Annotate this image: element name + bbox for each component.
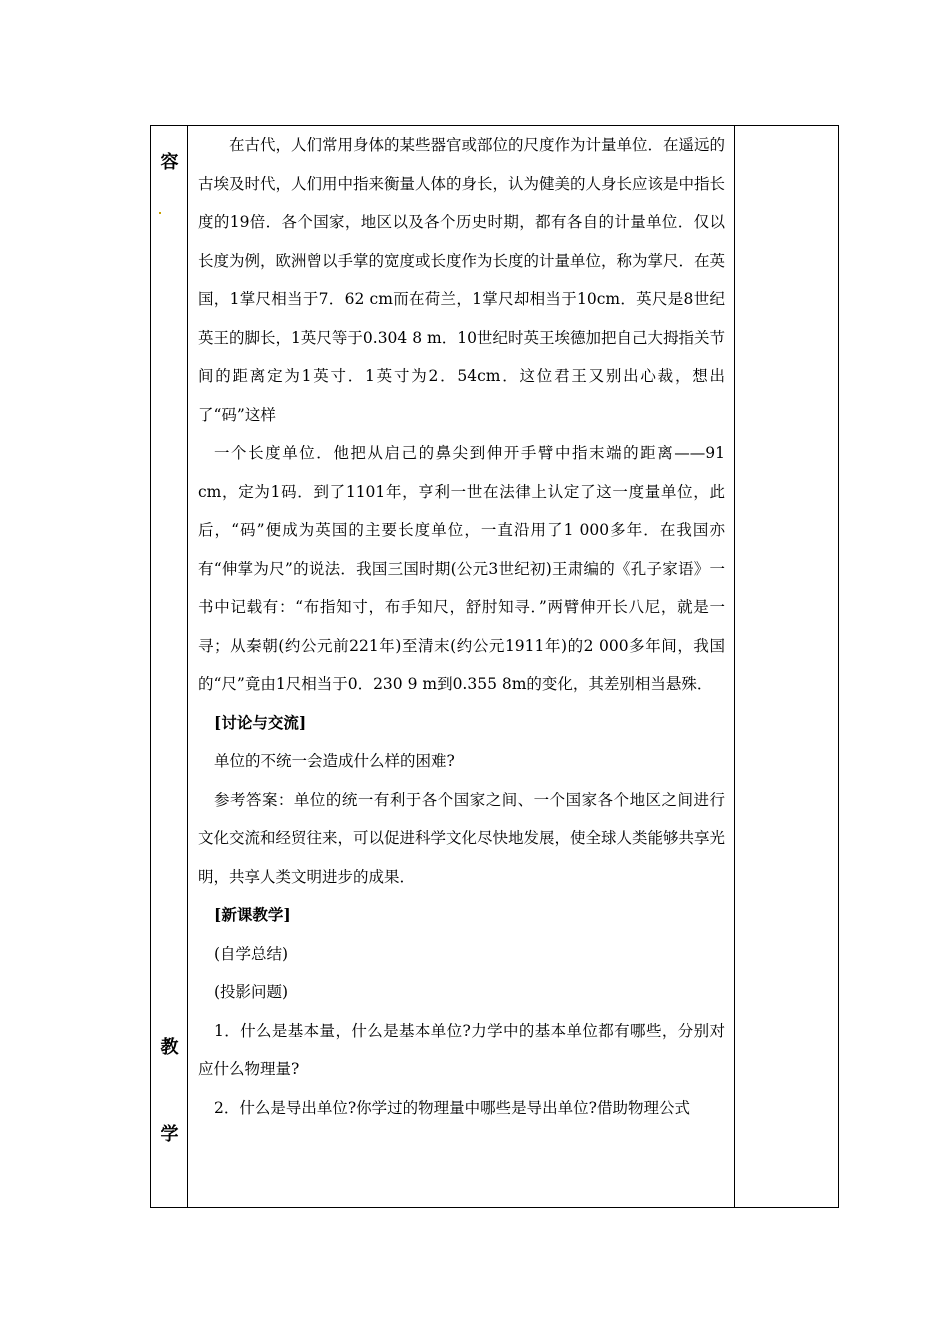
decorative-dot xyxy=(159,212,161,214)
lesson-content xyxy=(198,126,725,1127)
projection-label: (投影问题) xyxy=(214,983,289,1001)
paragraph-ancient-units: 在古代，人们常用身体的某些器官或部位的尺度作为计量单位．在遥远的古埃及时代，人们用中指来衡量人体的身长，认为健美的人身长应该是中指长度的19倍．各个国家，地区以及各个历史时期，都有各自的计量单位．仅以长度为例，欧洲曾以手掌的宽度或长度作为长度的计量单位，称为掌尺．在英国，1掌尺相当于7．62 cm而在荷兰，1掌尺却相当于10cm．英尺是8世纪英王的脚长，1英尺等于0.304 8 m．10世纪时英王埃德加把自己大拇指关节间的距离定为1英寸．1英寸为2．54cm．这位君王又别出心裁，想出了“码”这样 xyxy=(198,136,726,424)
side-label-jiao: 教 xyxy=(160,1037,179,1058)
lesson-table xyxy=(150,125,839,1208)
notes-column xyxy=(734,126,838,1207)
discussion-question: 单位的不统一会造成什么样的困难? xyxy=(214,752,455,770)
side-label-rong: 容 xyxy=(160,152,179,173)
side-label-xue: 学 xyxy=(160,1124,179,1145)
heading-discussion: [讨论与交流] xyxy=(214,712,307,732)
question-2: 2．什么是导出单位?你学过的物理量中哪些是导出单位?借助物理公式 xyxy=(214,1098,690,1117)
paragraph-yard-history: 一个长度单位．他把从启己的鼻尖到伸开手臂中指末端的距离——91 cm，定为1码．到了1101年，亨利一世在法律上认定了这一度量单位，此后，“码”便成为英国的主要长度单位，一直沿用了1 000多年．在我国亦有“伸掌为尺”的说法．我国三国时期(公元3世纪初)王肃编的《孔子家语》一书中记载有：“布指知寸，布手知尺，舒肘知寻．”两臂伸开长八尼，就是一寻；从秦朝(约公元前221年)至清末(约公元1911年)的2 000多年间，我国的“尺”竟由1尺相当于0．230 9 m到0.355 8m的变化，其差别相当悬殊． xyxy=(198,444,725,693)
self-study-label: (自学总结) xyxy=(214,944,289,963)
question-1: 1．什么是基本量，什么是基本单位?力学中的基本单位都有哪些，分别对应什么物理量? xyxy=(198,1021,725,1078)
heading-new-lesson: [新课教学] xyxy=(214,905,291,924)
side-label-column xyxy=(151,126,188,1207)
reference-answer: 参考答案：单位的统一有利于各个国家之间、一个国家各个地区之间进行文化交流和经贸往来，可以促进科学文化尽快地发展，使全球人类能够共享光明，共享人类文明进步的成果． xyxy=(198,790,726,886)
